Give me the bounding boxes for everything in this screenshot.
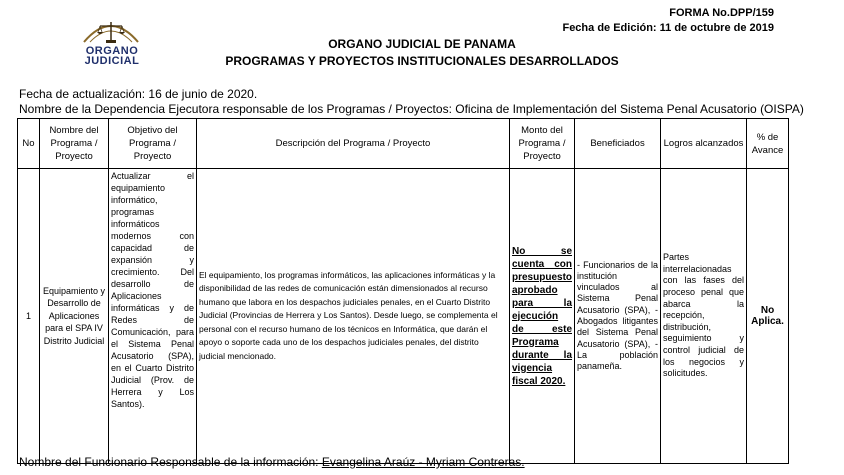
header-nombre: Nombre del Programa / Proyecto [40,119,109,169]
header-logros: Logros alcanzados [661,119,747,169]
cell-nombre: Equipamiento y Desarrollo de Aplicaciones para el SPA IV Distrito Judicial [40,169,109,464]
cell-beneficiados: - Funcionarios de la institución vinculados al Sistema Penal Acusatorio (SPA), - Abogados litigantes del Sistema Penal Acusatorio (SPA), - La población panameña. [575,169,661,464]
header-objetivo: Objetivo del Programa / Proyecto [109,119,197,169]
programs-table [17,118,789,464]
header-avance: % de Avance [747,119,789,169]
header-descripcion: Descripción del Programa / Proyecto [197,119,510,169]
cell-objetivo: Actualizar el equipamiento informático, programas informáticos modernos con capacidad de expansión y crecimiento. Del desarrollo de Aplicaciones informáticas y de Redes de Comunicación, para el Sistema Penal Acusatorio (SPA), en el Cuarto Distrito Judicial (Prov. de Herrera y Los Santos). [109,169,197,464]
logo-word-organo: ORGANO [85,45,139,57]
responsible-label: Nombre del Funcionario Responsable de la información: [19,455,322,469]
logo-word-judicial: JUDICIAL [84,55,140,67]
cell-descripcion: El equipamiento, los programas informáticos, las aplicaciones informáticas y la disponibilidad de las redes de comunicación están dimensionados al recurso humano que labora en los despachos judiciales penales, en el Cuarto Distrito Judicial (Provincias de Herrera y Los Santos). Desde luego, se complementa el personal con el recurso humano de los técnicos en Informática, que darán el apoyo o soporte cada uno de los despachos judiciales penales, del distrito judicial mencionado. [197,169,510,464]
header-beneficiados: Beneficiados [575,119,661,169]
document-subtitle: PROGRAMAS Y PROYECTOS INSTITUCIONALES DESARROLLADOS [225,54,619,68]
cell-monto: No se cuenta con presupuesto aprobado para la ejecución de este Programa durante la vigencia fiscal 2020. [510,169,575,464]
responsible-official [19,455,525,469]
document-title: ORGANO JUDICIAL DE PANAMA [328,37,516,51]
header-monto: Monto del Programa / Proyecto [510,119,575,169]
responsible-names: Evangelina Araúz - Myriam Contreras. [321,455,525,469]
cell-no: 1 [18,169,40,464]
cell-avance: No Aplica. [747,169,789,464]
table-row [18,169,789,464]
edition-date: Fecha de Edición: 11 de octubre de 2019 [562,22,774,34]
form-number: FORMA No.DPP/159 [669,7,774,19]
table-header-row [18,119,789,169]
header-no: No [18,119,40,169]
dependency-name: Nombre de la Dependencia Ejecutora responsable de los Programas / Proyectos: Oficina de Implementación del Sistema Penal Acusatorio (OISPA) [19,102,804,116]
update-date: Fecha de actualización: 16 de junio de 2020. [19,87,258,101]
cell-logros: Partes interrelacionadas con las fases del proceso penal que abarca la recepción, distribución, seguimiento y control judicial de los negocios y solicitudes. [661,169,747,464]
